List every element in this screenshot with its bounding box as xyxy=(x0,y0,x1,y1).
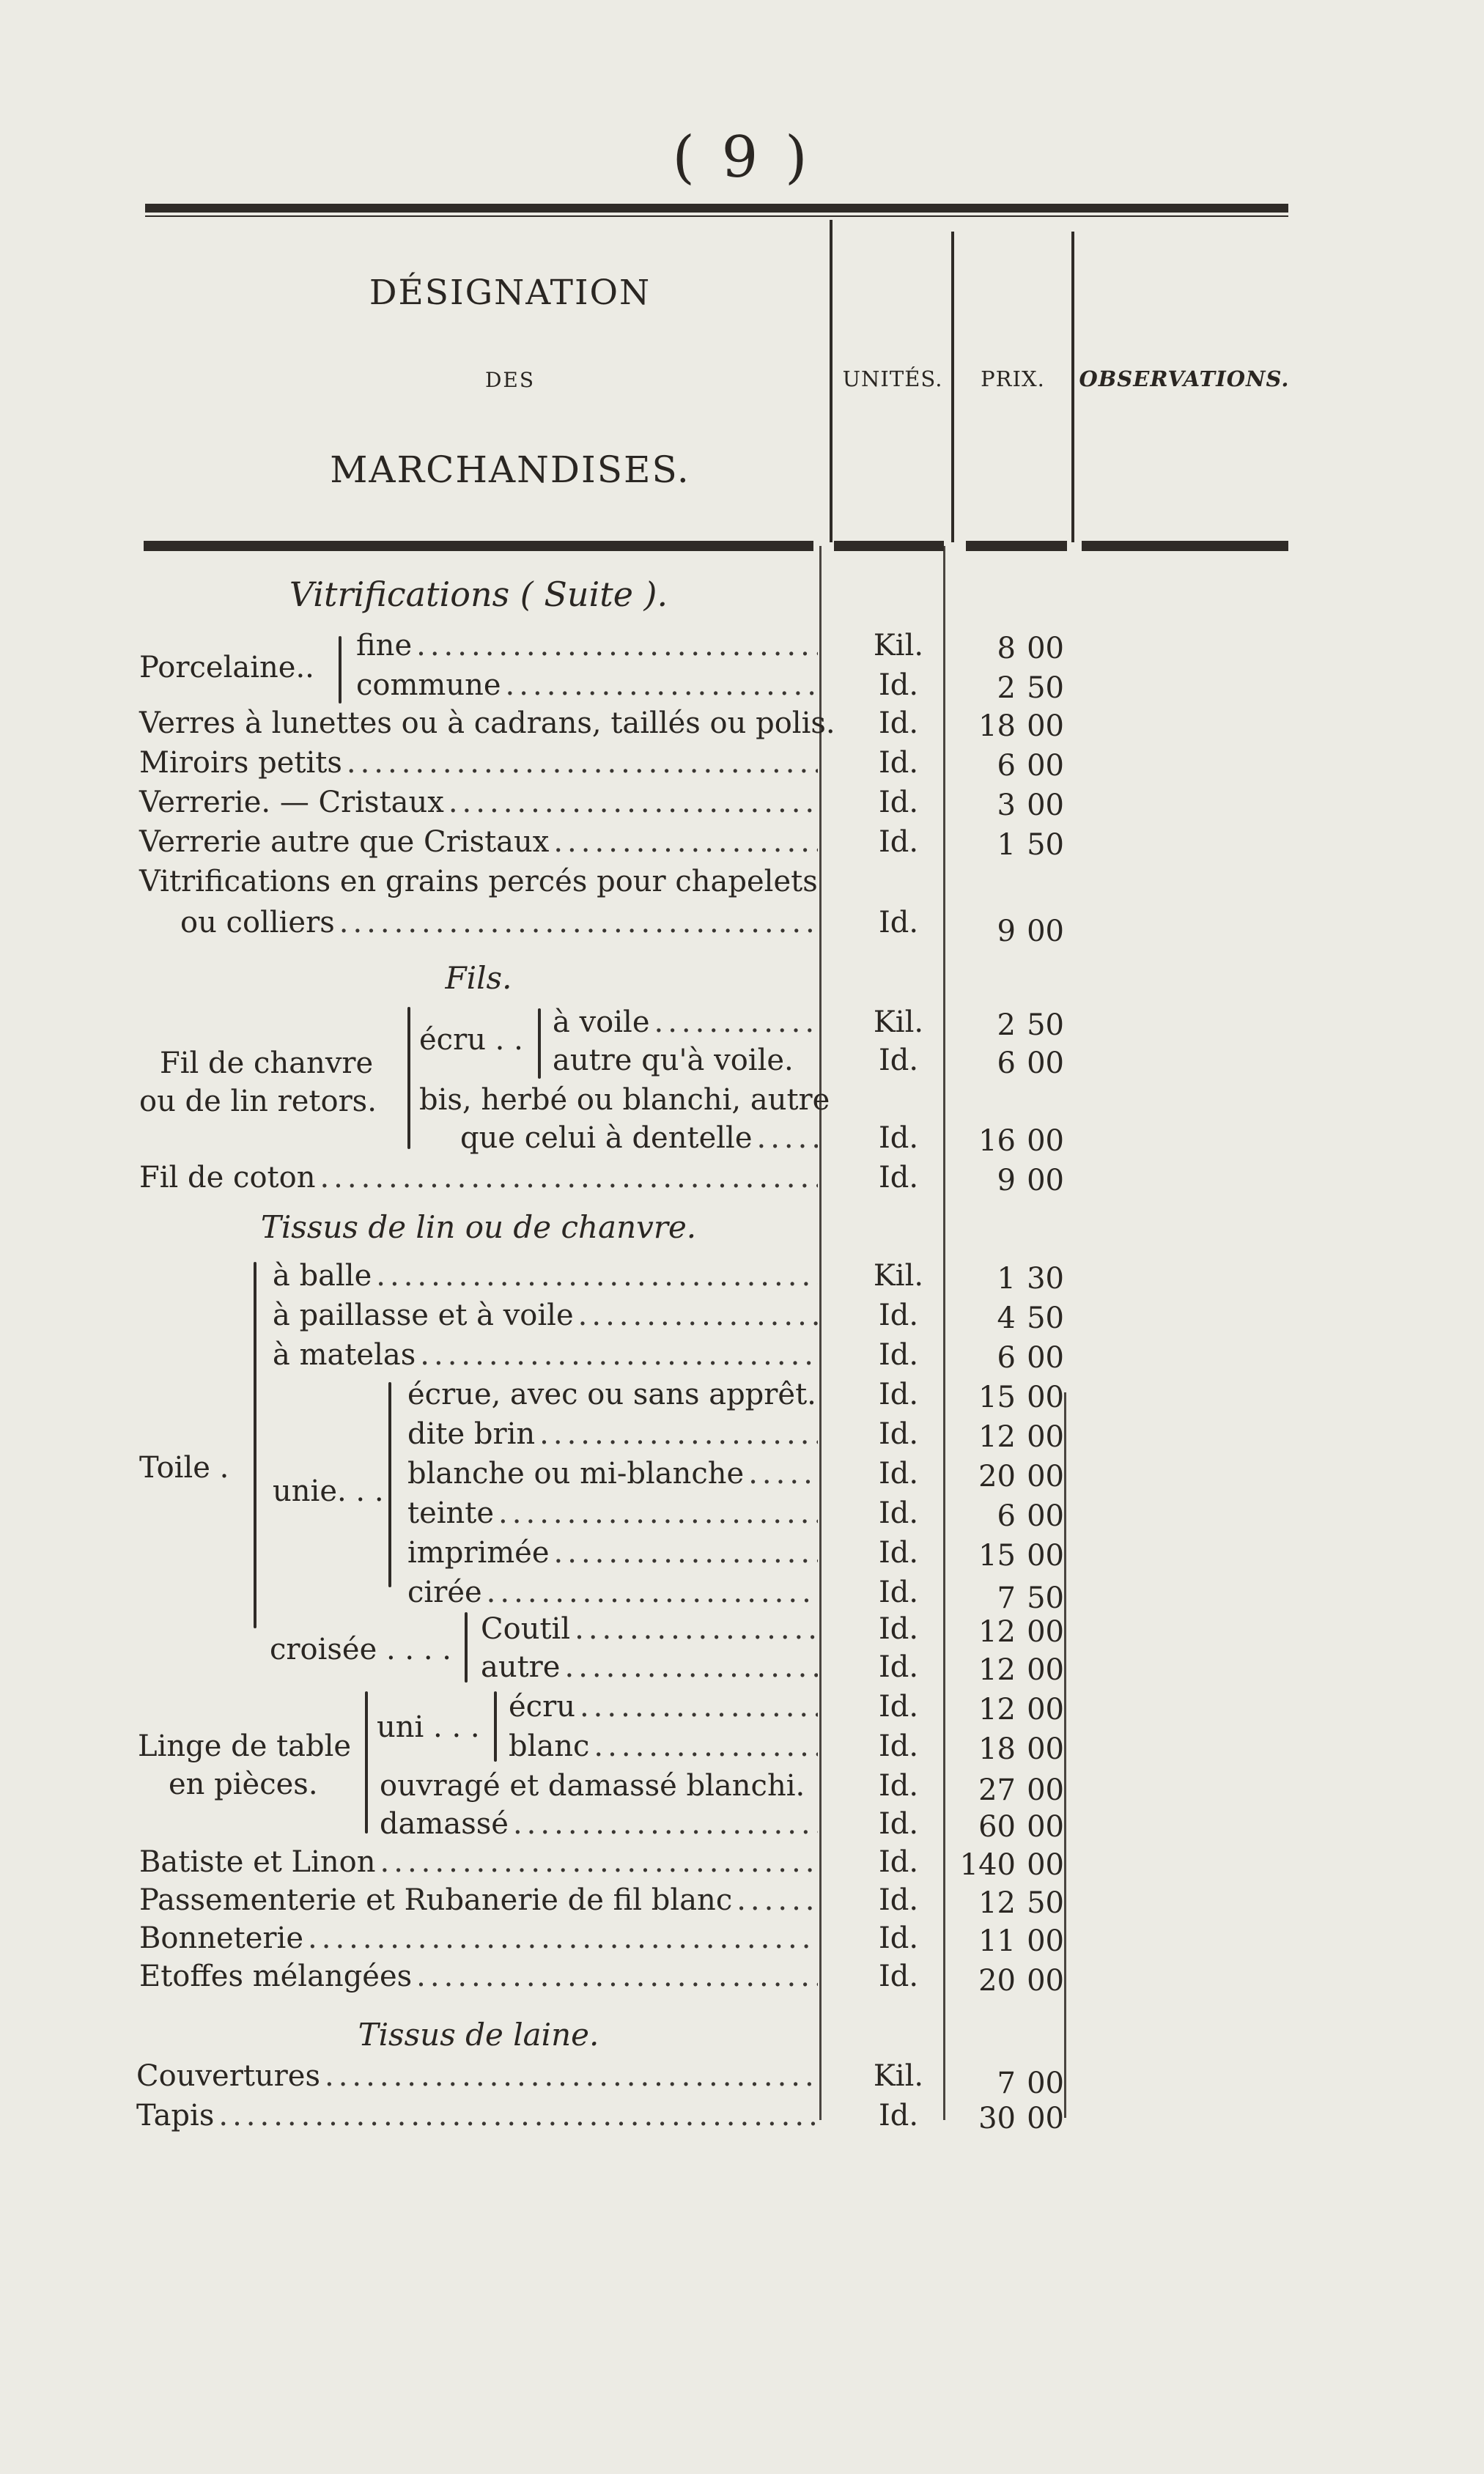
row-prix: 6 00 xyxy=(997,749,1064,783)
row-porcelaine-commune xyxy=(356,668,818,702)
row-prix: 1 30 xyxy=(997,1262,1064,1296)
row-label: autre xyxy=(481,1650,561,1684)
row-unit: Id. xyxy=(878,1650,919,1684)
row-toile-matelas xyxy=(273,1338,818,1372)
header-rule-designation xyxy=(144,541,813,551)
row-label: Verrerie. — Cristaux xyxy=(139,786,444,819)
row-prix: 60 00 xyxy=(978,1810,1064,1844)
row-prix: 6 00 xyxy=(997,1341,1064,1375)
row-label: Vitrifications en grains percés pour chapelets xyxy=(139,865,818,898)
row-bonneterie xyxy=(139,1921,818,1955)
row-prix: 6 00 xyxy=(997,1499,1064,1533)
row-unit: Id. xyxy=(878,1883,919,1917)
row-fil-dentelle xyxy=(460,1121,818,1155)
row-unit: Kil. xyxy=(873,1005,924,1039)
row-prix: 12 00 xyxy=(978,1653,1064,1687)
row-label: écrue, avec ou sans apprêt. xyxy=(407,1378,816,1411)
row-prix: 12 00 xyxy=(978,1615,1064,1649)
row-unit: Id. xyxy=(878,1161,919,1194)
row-prix: 6 00 xyxy=(997,1046,1064,1080)
group-fil-chanvre-2: ou de lin retors. xyxy=(139,1085,377,1118)
row-passementerie xyxy=(139,1883,818,1917)
row-unit: Id. xyxy=(878,1960,919,1993)
row-label: à balle xyxy=(273,1259,372,1293)
row-linge-blanc xyxy=(509,1729,818,1763)
row-unit: Id. xyxy=(878,1576,919,1609)
row-linge-ouvrage xyxy=(380,1769,818,1803)
row-label: bis, herbé ou blanchi, autre xyxy=(419,1083,830,1117)
row-batiste xyxy=(139,1845,818,1879)
row-tapis xyxy=(136,2099,818,2133)
row-unit: Id. xyxy=(878,1845,919,1879)
row-unit: Id. xyxy=(878,2099,919,2133)
row-verrerie-autre xyxy=(139,825,818,859)
top-rule xyxy=(145,204,1288,213)
row-label: Verres à lunettes ou à cadrans, taillés ou polis. xyxy=(139,706,835,740)
row-label: blanche ou mi-blanche xyxy=(407,1457,745,1491)
row-toile-blanche xyxy=(407,1457,818,1491)
row-unit: Id. xyxy=(878,668,919,702)
row-label: à matelas xyxy=(273,1338,416,1372)
row-prix: 16 00 xyxy=(978,1124,1064,1158)
row-label: Etoffes mélangées xyxy=(139,1960,413,1993)
row-fil-autre-voile xyxy=(553,1044,818,1077)
row-unit: Kil. xyxy=(873,629,924,662)
row-unit: Id. xyxy=(878,906,919,939)
header-unites: UNITÉS. xyxy=(842,366,943,391)
page-number: ( 9 ) xyxy=(672,125,812,191)
row-unit: Id. xyxy=(878,1338,919,1372)
row-toile-imprimee xyxy=(407,1536,818,1570)
row-fil-a-voile xyxy=(553,1005,818,1039)
row-fil-coton xyxy=(139,1161,818,1194)
row-prix: 15 00 xyxy=(978,1539,1064,1573)
row-label: cirée xyxy=(407,1576,482,1609)
header-rule-units xyxy=(834,541,944,551)
row-croisee-coutil xyxy=(481,1612,818,1646)
row-label: à voile xyxy=(553,1005,650,1039)
row-unit: Id. xyxy=(878,1729,919,1763)
group-linge-1: Linge de table xyxy=(138,1729,352,1763)
row-label: ou colliers xyxy=(180,906,335,939)
row-unit: Id. xyxy=(878,1690,919,1724)
row-unit: Id. xyxy=(878,1299,919,1332)
row-label: dite brin xyxy=(407,1417,536,1451)
row-unit: Id. xyxy=(878,1612,919,1646)
row-prix: 27 00 xyxy=(978,1773,1064,1807)
row-prix: 12 50 xyxy=(978,1886,1064,1920)
row-label: Coutil xyxy=(481,1612,571,1646)
brace-porcelaine xyxy=(339,636,342,704)
row-prix: 1 50 xyxy=(997,828,1064,862)
group-uni: uni . . . xyxy=(377,1710,480,1744)
row-unit: Id. xyxy=(878,1921,919,1955)
row-prix: 9 00 xyxy=(997,915,1064,948)
row-prix: 15 00 xyxy=(978,1381,1064,1414)
row-toile-ciree xyxy=(407,1576,818,1609)
row-prix: 30 00 xyxy=(978,2102,1064,2135)
top-rule-fine xyxy=(145,215,1288,217)
brace-croisee xyxy=(465,1612,468,1683)
header-marchandises: MARCHANDISES. xyxy=(330,448,690,491)
group-toile: Toile . xyxy=(139,1451,229,1485)
row-unit: Id. xyxy=(878,706,919,740)
row-unit: Id. xyxy=(878,746,919,780)
row-label: blanc xyxy=(509,1729,590,1763)
row-toile-balle xyxy=(273,1259,818,1293)
row-label: Bonneterie xyxy=(139,1921,304,1955)
row-label: autre qu'à voile. xyxy=(553,1044,794,1077)
row-etoffes xyxy=(139,1960,818,1993)
group-ecru: écru . . xyxy=(419,1023,523,1057)
row-prix: 9 00 xyxy=(997,1164,1064,1197)
row-label: commune xyxy=(356,668,501,702)
section-fils: Fils. xyxy=(445,960,512,996)
row-unit: Id. xyxy=(878,1378,919,1411)
row-toile-brin xyxy=(407,1417,818,1451)
row-croisee-autre xyxy=(481,1650,818,1684)
row-unit: Id. xyxy=(878,1769,919,1803)
row-unit: Id. xyxy=(878,1121,919,1155)
section-tissus-laine: Tissus de laine. xyxy=(358,2017,599,2053)
group-fil-chanvre-1: Fil de chanvre xyxy=(160,1046,374,1080)
row-unit: Kil. xyxy=(873,2059,924,2093)
group-croisee: croisée . . . . xyxy=(270,1633,451,1666)
row-prix: 7 50 xyxy=(997,1581,1064,1615)
row-fil-bis xyxy=(419,1083,830,1117)
row-unit: Id. xyxy=(878,1807,919,1841)
section-tissus-lin: Tissus de lin ou de chanvre. xyxy=(260,1209,697,1245)
section-vitrifications: Vitrifications ( Suite ). xyxy=(289,575,668,614)
row-prix: 4 50 xyxy=(997,1301,1064,1335)
header-des: DES xyxy=(484,368,536,392)
row-colliers xyxy=(180,906,818,939)
row-couvertures xyxy=(136,2059,818,2093)
row-prix: 8 00 xyxy=(997,632,1064,665)
row-label: Passementerie et Rubanerie de fil blanc xyxy=(139,1883,733,1917)
row-prix: 18 00 xyxy=(978,1732,1064,1766)
row-vitrifications-grains xyxy=(139,865,818,898)
group-porcelaine: Porcelaine.. xyxy=(139,651,314,684)
row-prix: 12 00 xyxy=(978,1420,1064,1454)
row-prix: 7 00 xyxy=(997,2067,1064,2100)
row-label: Couvertures xyxy=(136,2059,320,2093)
brace-fil-chanvre xyxy=(407,1007,410,1149)
row-verres xyxy=(139,706,835,740)
row-unit: Id. xyxy=(878,1044,919,1077)
row-unit: Id. xyxy=(878,1457,919,1491)
brace-linge xyxy=(365,1691,368,1834)
row-label: fine xyxy=(356,629,413,662)
row-porcelaine-fine xyxy=(356,629,818,662)
row-label: Verrerie autre que Cristaux xyxy=(139,825,550,859)
header-observations: OBSERVATIONS. xyxy=(1079,366,1290,391)
row-prix: 12 00 xyxy=(978,1693,1064,1727)
header-designation: DÉSIGNATION xyxy=(369,273,651,313)
header-prix: PRIX. xyxy=(981,366,1045,391)
row-label: damassé xyxy=(380,1807,509,1841)
row-label: Fil de coton xyxy=(139,1161,316,1194)
brace-unie xyxy=(388,1382,391,1587)
row-unit: Id. xyxy=(878,1496,919,1530)
row-label: teinte xyxy=(407,1496,495,1530)
row-miroirs xyxy=(139,746,818,780)
row-unit: Id. xyxy=(878,825,919,859)
row-prix: 2 50 xyxy=(997,1008,1064,1042)
row-toile-teinte xyxy=(407,1496,818,1530)
row-prix: 3 00 xyxy=(997,789,1064,822)
row-linge-damasse xyxy=(380,1807,818,1841)
row-toile-paillasse xyxy=(273,1299,818,1332)
row-prix: 2 50 xyxy=(997,671,1064,705)
row-label: que celui à dentelle xyxy=(460,1121,753,1155)
row-linge-ecru xyxy=(509,1690,818,1724)
row-label: ouvragé et damassé blanchi. xyxy=(380,1769,805,1803)
row-label: imprimée xyxy=(407,1536,550,1570)
header-rule-obs xyxy=(1082,541,1288,551)
row-prix: 20 00 xyxy=(978,1964,1064,1998)
brace-toile xyxy=(254,1262,256,1628)
row-label: Tapis xyxy=(136,2099,215,2133)
row-unit: Kil. xyxy=(873,1259,924,1293)
row-prix: 140 00 xyxy=(959,1848,1064,1882)
group-unie: unie. . . xyxy=(273,1474,384,1508)
row-toile-ecrue xyxy=(407,1378,818,1411)
brace-uni xyxy=(494,1691,497,1762)
row-unit: Id. xyxy=(878,1417,919,1451)
row-label: Batiste et Linon xyxy=(139,1845,376,1879)
row-cristaux xyxy=(139,786,818,819)
row-label: à paillasse et à voile xyxy=(273,1299,574,1332)
header-rule-prix xyxy=(966,541,1067,551)
row-label: écru xyxy=(509,1690,575,1724)
row-unit: Id. xyxy=(878,1536,919,1570)
row-prix: 18 00 xyxy=(978,709,1064,743)
group-linge-2: en pièces. xyxy=(169,1768,318,1801)
row-label: Miroirs petits xyxy=(139,746,342,780)
row-prix: 11 00 xyxy=(978,1924,1064,1958)
body-rule-units xyxy=(819,546,822,2120)
row-prix: 20 00 xyxy=(978,1460,1064,1493)
row-unit: Id. xyxy=(878,786,919,819)
brace-ecru xyxy=(538,1008,541,1079)
